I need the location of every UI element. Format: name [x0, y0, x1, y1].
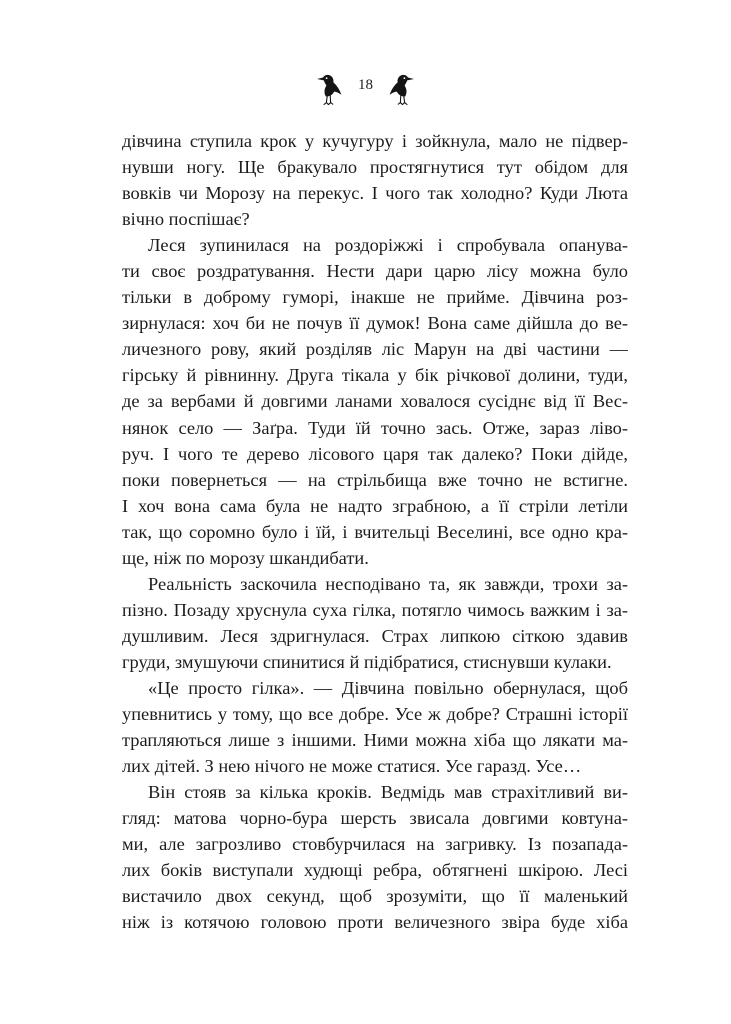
- text-line: тільки в доброму гуморі, інакше не прийме. Дівчина роз-: [122, 287, 628, 308]
- text-line: так, що соромно було і їй, і вчительці Веселині, все одно кра-: [122, 521, 628, 542]
- text-line: дівчина ступила крок у кучугуру і зойкнула, мало не підвер-: [122, 131, 628, 151]
- raven-right-icon: [387, 70, 417, 110]
- text-line: гляд: матова чорно-бура шерсть звисала довгими ковтуна-: [122, 808, 628, 829]
- text-line: «Це просто гілка». — Дівчина повільно обернулася, щоб: [148, 677, 628, 698]
- text-line: лих дітей. З нею нічого не може статися. Усе гаразд. Усе…: [122, 756, 582, 777]
- text-line: груди, змушуючи спинитися й підібратися, стиснувши кулаки.: [122, 651, 612, 672]
- text-line: ти своє роздратування. Нести дари царю лісу можна було: [122, 261, 628, 282]
- text-line: вічно поспішає?: [122, 209, 250, 230]
- raven-left-icon: [314, 70, 344, 110]
- text-line: вовків чи Морозу на перекус. І чого так холодно? Куди Люта: [122, 183, 628, 204]
- text-line: ще, ніж по морозу шкандибати.: [122, 547, 369, 568]
- text-line: Він стояв за кілька кроків. Ведмідь мав страхітливий ви-: [148, 782, 628, 803]
- text-line: душливим. Леся здригнулася. Страх липкою сіткою здавив: [122, 625, 628, 646]
- text-line: Леся зупинилася на роздоріжжі і спробувала опанува-: [148, 235, 628, 256]
- text-line: І хоч вона сама була не надто зграбною, а її стріли летіли: [122, 495, 628, 516]
- text-line: нянок село — Заґра. Туди їй точно зась. Отже, зараз ліво-: [122, 417, 628, 438]
- text-line: гірську й рівнинну. Друга тікала у бік річкової долини, туди,: [122, 365, 628, 386]
- page-header: [0, 68, 731, 112]
- text-line: Реальність заскочила несподівано та, як завжди, трохи за-: [148, 573, 628, 594]
- body-text: [122, 128, 628, 935]
- text-line: де за вербами й довгими ланами ховалося сусіднє від її Вес-: [122, 391, 628, 412]
- text-line: трапляються лише з іншими. Ними можна хіба що лякати ма-: [122, 730, 628, 751]
- text-line: упевнитись у тому, що все добре. Усе ж добре? Страшні історії: [122, 704, 628, 725]
- text-line: пізно. Позаду хруснула суха гілка, потягло чимось важким і за-: [122, 599, 628, 620]
- text-line: вистачило двох секунд, щоб зрозуміти, що її маленький: [122, 886, 628, 907]
- text-line: ніж із котячою головою проти величезного звіра буде хіба: [122, 912, 628, 933]
- text-line: ми, але загрозливо стовбурчилася на загривку. Із позапада-: [122, 834, 628, 855]
- text-line: лих боків виступали худющі ребра, обтягнені шкірою. Лесі: [122, 860, 628, 881]
- page-number: 18: [358, 76, 373, 93]
- text-line: зирнулася: хоч би не почув її думок! Вона саме дійшла до ве-: [122, 313, 628, 334]
- text-line: нувши ногу. Ще бракувало простягнутися тут обідом для: [122, 157, 628, 178]
- text-line: поки повернеться — на стрільбища вже точно не встигне.: [122, 469, 628, 490]
- text-line: руч. І чого те дерево лісового царя так далеко? Поки дійде,: [122, 443, 628, 464]
- text-line: личезного рову, який розділяв ліс Марун на дві частини —: [122, 339, 628, 360]
